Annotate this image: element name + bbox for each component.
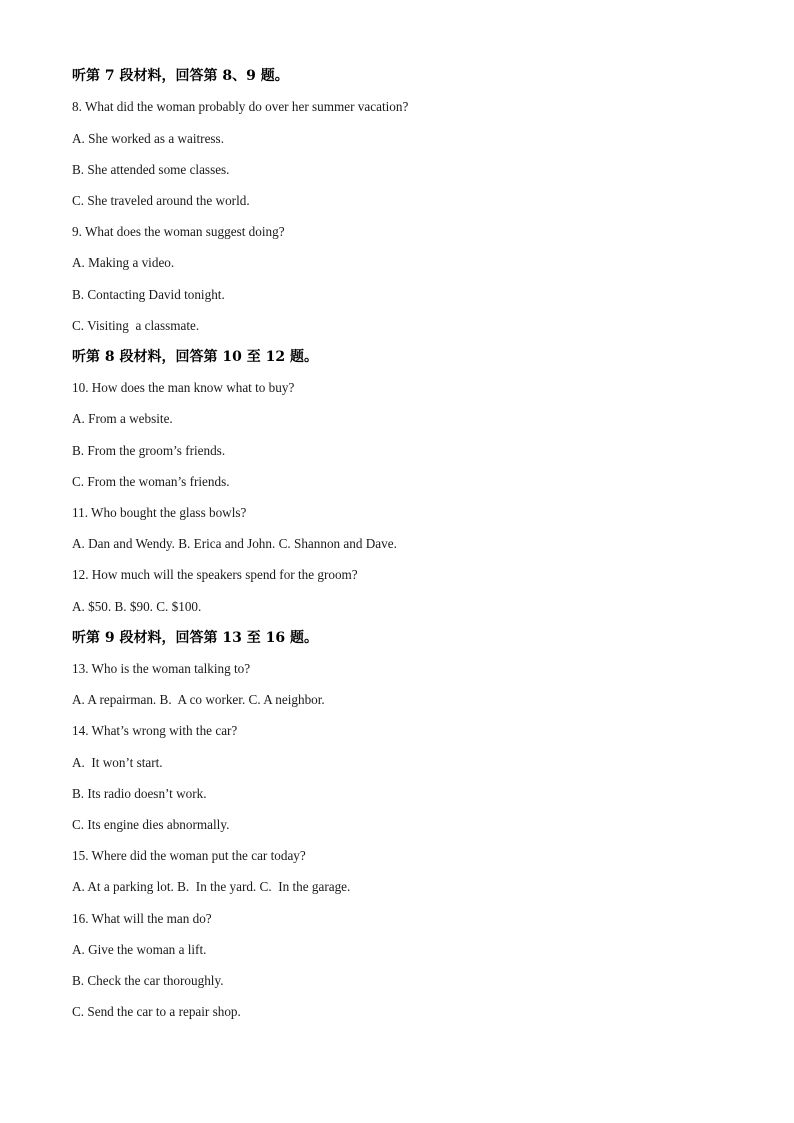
question-15-stem: 15. Where did the woman put the car today? [72,848,306,863]
question-8-stem: 8. What did the woman probably do over her summer vacation? [72,99,409,114]
question-11-options: A. Dan and Wendy. B. Erica and John. C. Shannon and Dave. [72,536,397,551]
question-12-stem: 12. How much will the speakers spend for the groom? [72,567,358,582]
question-10-option-c: C. From the woman’s friends. [72,474,230,489]
question-13-stem: 13. Who is the woman talking to? [72,661,251,676]
question-8-option-b: B. She attended some classes. [72,162,230,177]
question-14-stem: 14. What’s wrong with the car? [72,723,238,738]
question-16-stem: 16. What will the man do? [72,911,212,926]
question-13-options: A. A repairman. B. A co worker. C. A neighbor. [72,692,325,707]
question-9-option-b: B. Contacting David tonight. [72,287,225,302]
question-14-option-b: B. Its radio doesn’t work. [72,786,207,801]
question-8-option-c: C. She traveled around the world. [72,193,250,208]
section-7-heading: 听第 7 段材料，回答第 8、9 题。 [72,68,289,84]
question-12-options: A. $50. B. $90. C. $100. [72,599,202,614]
question-16-option-c: C. Send the car to a repair shop. [72,1004,241,1019]
section-9-heading: 听第 9 段材料，回答第 13 至 16 题。 [72,630,318,646]
question-9-option-c: C. Visiting a classmate. [72,318,200,333]
question-14-option-c: C. Its engine dies abnormally. [72,817,230,832]
question-15-options: A. At a parking lot. B. In the yard. C. In the garage. [72,879,351,894]
question-9-stem: 9. What does the woman suggest doing? [72,224,285,239]
section-8-heading: 听第 8 段材料，回答第 10 至 12 题。 [72,349,318,365]
question-9-option-a: A. Making a video. [72,255,175,270]
question-16-option-a: A. Give the woman a lift. [72,942,207,957]
question-14-option-a: A. It won’t start. [72,755,163,770]
question-11-stem: 11. Who bought the glass bowls? [72,505,247,520]
question-10-stem: 10. How does the man know what to buy? [72,380,295,395]
question-10-option-b: B. From the groom’s friends. [72,443,226,458]
question-16-option-b: B. Check the car thoroughly. [72,973,224,988]
question-10-option-a: A. From a website. [72,411,173,426]
question-8-option-a: A. She worked as a waitress. [72,131,224,146]
